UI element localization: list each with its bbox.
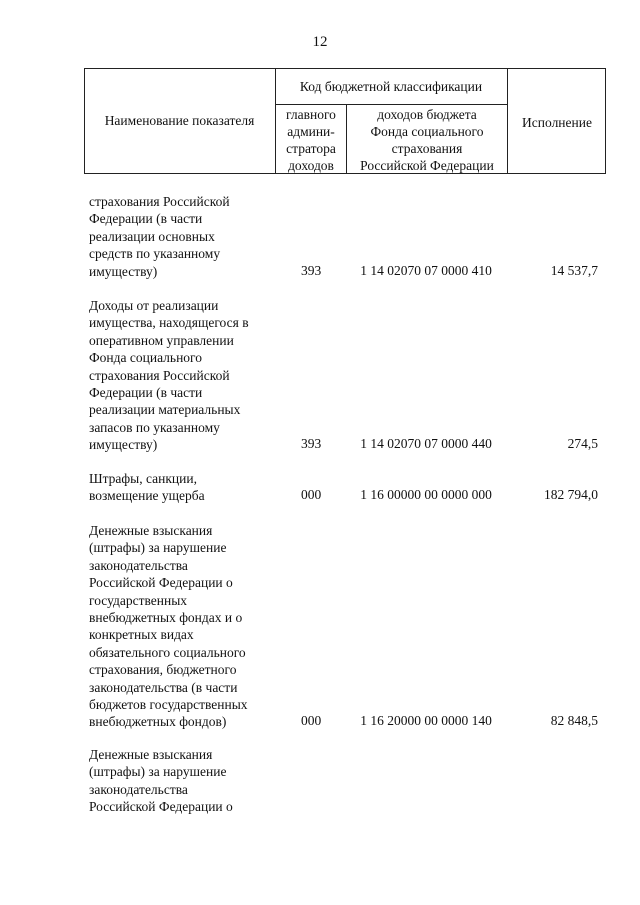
name-line: Денежные взыскания	[89, 523, 213, 538]
row-admin-code: 393	[301, 436, 322, 451]
name-line: Российской Федерации о	[89, 799, 233, 815]
name-line: обязательного социального	[89, 644, 246, 660]
name-line: Фонда социального	[89, 350, 202, 366]
name-line: конкретных видах	[89, 627, 194, 643]
name-line: (штрафы) за нарушение	[89, 540, 227, 556]
name-line: законодательства (в части	[89, 679, 238, 695]
header-line: доходов бюджета	[377, 107, 477, 122]
name-line: запасов по указанному	[89, 419, 220, 435]
name-line: Штрафы, санкции,	[89, 471, 197, 486]
name-line: Денежные взыскания	[89, 747, 213, 762]
header-line: админи-	[287, 124, 335, 139]
name-line: реализации материальных	[89, 402, 241, 418]
name-line: Доходы от реализации	[89, 298, 219, 313]
name-line: внебюджетных фондах и о	[89, 610, 243, 626]
row-budget-code: 1 14 02070 07 0000 410	[360, 263, 492, 278]
row-name	[89, 522, 279, 731]
name-line: государственных	[89, 592, 188, 608]
row-admin-code: 000	[301, 487, 322, 502]
row-amount: 14 537,7	[550, 263, 598, 278]
column-header-income	[347, 106, 507, 174]
header-line: Фонда социального	[370, 124, 484, 139]
header-line: доходов	[288, 158, 334, 173]
name-line: Федерации (в части	[89, 385, 203, 401]
column-group-title: Код бюджетной классификации	[299, 79, 483, 94]
name-line: страхования Российской	[89, 194, 230, 209]
header-divider	[275, 104, 507, 105]
row-admin-code: 000	[301, 713, 322, 728]
page-number: 12	[312, 34, 328, 50]
header-line: страхования	[391, 141, 463, 156]
name-line: страхования Российской	[89, 367, 230, 383]
name-line: (штрафы) за нарушение	[89, 764, 227, 780]
row-budget-code: 1 14 02070 07 0000 440	[360, 436, 492, 451]
name-line: оперативном управлении	[89, 332, 234, 348]
name-line: возмещение ущерба	[89, 488, 205, 504]
name-line: средств по указанному	[89, 246, 221, 262]
row-name	[89, 297, 279, 454]
name-line: законодательства	[89, 557, 188, 573]
name-line: имуществу)	[89, 437, 158, 453]
column-header-execution: Исполнение	[522, 115, 592, 130]
name-line: внебюджетных фондов)	[89, 714, 227, 730]
row-name	[89, 470, 279, 505]
row-name	[89, 746, 279, 816]
name-line: законодательства	[89, 781, 188, 797]
row-amount: 274,5	[567, 436, 598, 451]
header-line: Российской Федерации	[360, 158, 494, 173]
column-header-name: Наименование показателя	[104, 113, 255, 128]
name-line: реализации основных	[89, 228, 215, 244]
row-budget-code: 1 16 20000 00 0000 140	[360, 713, 492, 728]
table-header	[84, 68, 606, 174]
row-name	[89, 193, 279, 280]
name-line: Федерации (в части	[89, 211, 203, 227]
row-amount: 182 794,0	[544, 487, 598, 502]
name-line: имущества, находящегося в	[89, 315, 249, 331]
name-line: Российской Федерации о	[89, 575, 233, 591]
name-line: имуществу)	[89, 263, 158, 279]
row-admin-code: 393	[301, 263, 322, 278]
name-line: бюджетов государственных	[89, 697, 248, 713]
name-line: страхования, бюджетного	[89, 662, 237, 678]
row-amount: 82 848,5	[550, 713, 598, 728]
header-line: стратора	[286, 141, 336, 156]
row-budget-code: 1 16 00000 00 0000 000	[360, 487, 492, 502]
column-header-admin	[276, 106, 346, 174]
header-line: главного	[286, 107, 336, 122]
